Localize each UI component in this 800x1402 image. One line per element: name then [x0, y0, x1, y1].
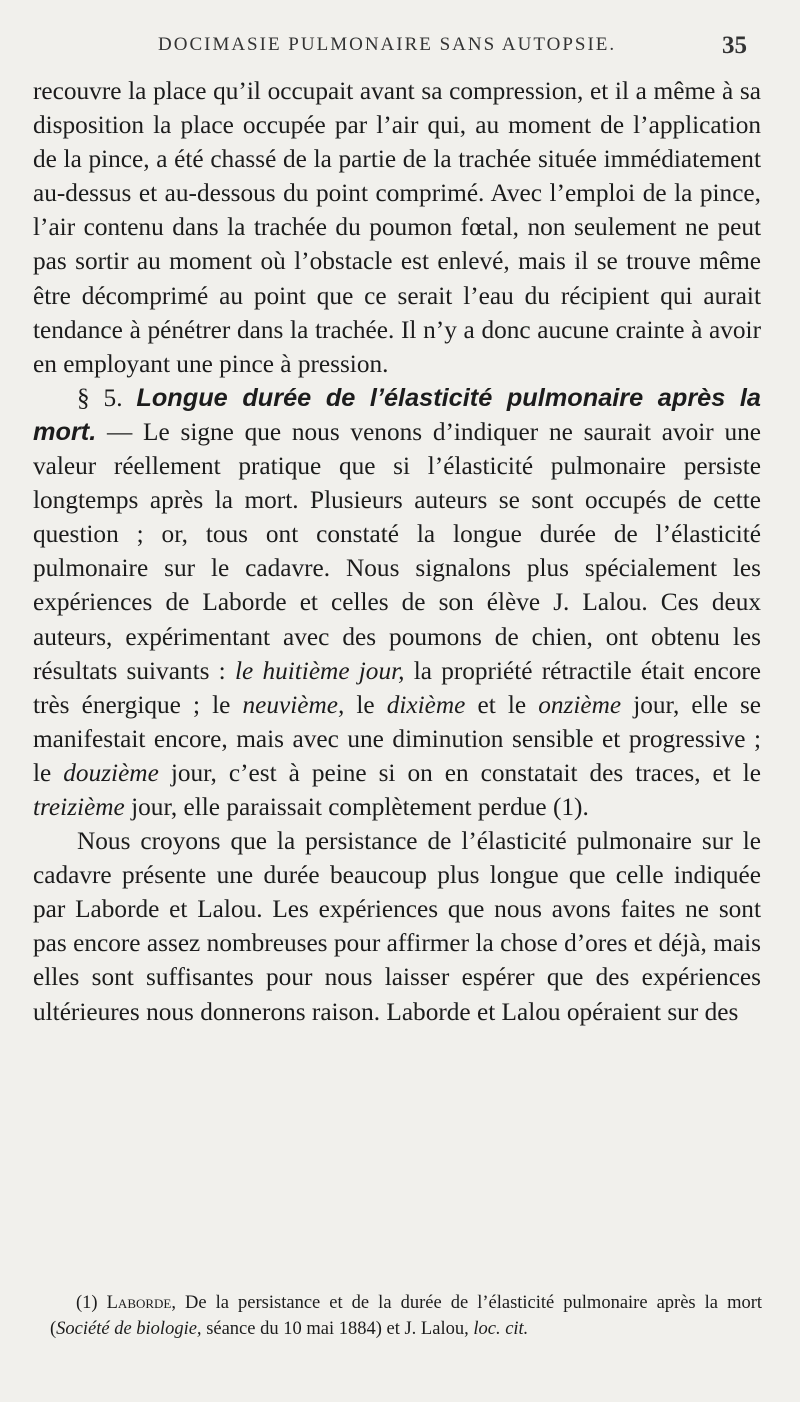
- paragraph-3: Nous croyons que la persistance de l’élasticité pulmonaire sur le cadavre présente une durée beaucoup plus longue que celle indiquée par Laborde et Lalou. Les expériences que nous avons faites ne sont pas encore assez nombreuses pour affirmer la chose d’ores et déjà, mais elles sont suffisantes pour nous laisser espérer que des expériences ultérieures nous donnerons raison. Laborde et Lalou opéraient sur des: [33, 827, 761, 1026]
- running-title: DOCIMASIE PULMONAIRE SANS AUTOPSIE.: [158, 34, 617, 55]
- page-header: [0, 34, 800, 68]
- emphasis-neuvieme: neuvième,: [242, 690, 345, 719]
- body-text: [33, 74, 761, 1029]
- footnote-journal: Société de biologie,: [56, 1319, 202, 1339]
- paragraph-2-text: — Le signe que nous venons d’indiquer ne saurait avoir une valeur réellement pratique que si l’élasticité pulmonaire persiste longtemps après la mort. Plusieurs auteurs se sont occupés de cette question ; or, tous ont constaté la longue durée de l’élasticité pulmonaire sur le cadavre. Nous signalons plus spécialement les expériences de Laborde et celles de son élève J. Lalou. Ces deux auteurs, expérimentant avec des poumons de chien, ont obtenu les résultats suivants :: [33, 417, 761, 685]
- paragraph-2-text-6: jour, elle paraissait complètement perdue (1).: [131, 792, 589, 821]
- emphasis-treizieme: treizième: [33, 792, 125, 821]
- paragraph-1: recouvre la place qu’il occupait avant sa compression, et il a même à sa disposition la place occupée par l’air qui, au moment de l’application de la pince, a été chassé de la partie de la trachée située immédiatement au-dessus et au-dessous du point comprimé. Avec l’emploi de la pince, l’air contenu dans la trachée du poumon fœtal, non seulement ne peut pas sortir au moment où l’obstacle est enlevé, mais il se trouve même être décomprimé au point que ce serait l’eau du récipient qui aurait tendance à pénétrer dans la trachée. Il n’y a donc aucune crainte à avoir en employant une pince à pression.: [33, 77, 761, 378]
- paragraph-2-text-2: le: [356, 690, 375, 719]
- section-title: Longue durée de l’élasticité pulmonaire après la mort.: [33, 383, 761, 446]
- footnote-text: [50, 1290, 762, 1342]
- footnote-loc: loc. cit.: [473, 1319, 529, 1339]
- paragraph-2-text-3: et le: [477, 690, 527, 719]
- paragraph-2: [33, 381, 761, 824]
- emphasis-dixieme: dixième: [386, 690, 466, 719]
- paragraph-2-text-1: la propriété rétractile était encore très énergique ; le: [33, 656, 761, 719]
- paragraph-2-text-4: jour, elle se manifestait encore, mais avec une diminution sensible et progressive ; le: [33, 690, 762, 787]
- emphasis-onzieme: onzième: [538, 690, 622, 719]
- paragraph-2-text-5: jour, c’est à peine si on en constatait des traces, et le: [170, 758, 762, 787]
- footnote: [50, 1290, 762, 1342]
- footnote-author: Laborde,: [106, 1293, 176, 1313]
- emphasis-huitieme: le huitième jour,: [234, 656, 405, 685]
- emphasis-douzieme: douzième: [63, 758, 159, 787]
- page-number: 35: [722, 32, 747, 59]
- footnote-text-1: De la persistance et de la durée de l’élasticité pulmonaire après la mort (: [50, 1293, 763, 1339]
- section-number: § 5.: [77, 383, 123, 412]
- footnote-marker: (1): [76, 1293, 98, 1313]
- footnote-text-2: séance du 10 mai 1884) et J. Lalou,: [206, 1319, 469, 1339]
